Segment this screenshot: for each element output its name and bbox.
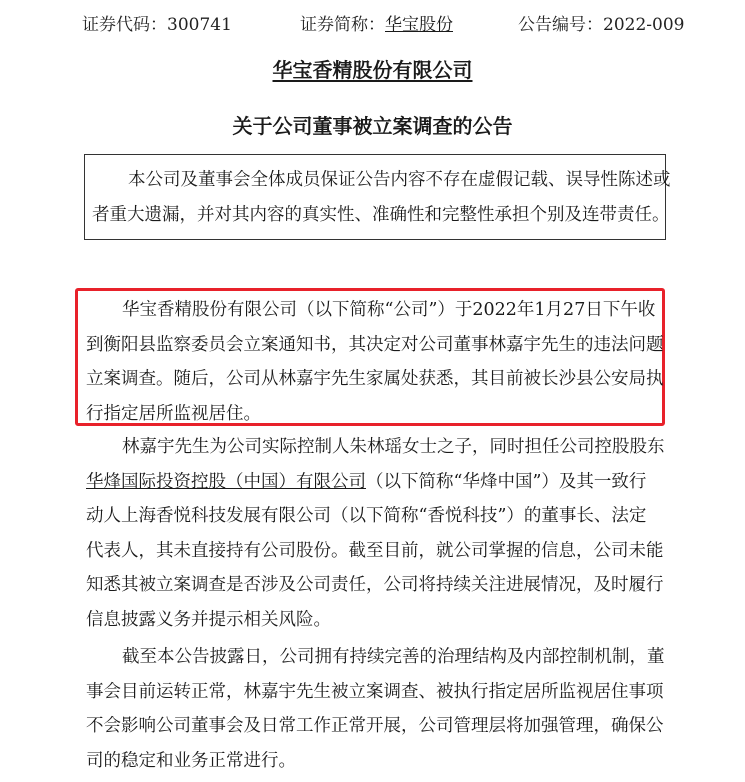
stock-name <box>300 10 453 35</box>
disclaimer-line: 本公司及董事会全体成员保证公告内容不存在虚假记载、误导性陈述或 <box>128 170 671 190</box>
paragraph-line: 到衡阳县监察委员会立案通知书，其决定对公司董事林嘉宇先生的违法问题 <box>86 334 664 355</box>
notice-number: 公告编号：2022-009 <box>518 15 685 35</box>
paragraph-line: 立案调查。随后，公司从林嘉宇先生家属处获悉，其目前被长沙县公安局执 <box>86 369 664 389</box>
paragraph-line: 知悉其被立案调查是否涉及公司责任，公司将持续关注进展情况，及时履行 <box>86 575 664 595</box>
paragraph-1 <box>86 293 662 431</box>
paragraph-line: 截至本公告披露日，公司拥有持续完善的治理结构及内部控制机制，董 <box>122 647 665 667</box>
paragraph-line: 信息披露义务并提示相关风险。 <box>86 609 331 630</box>
paragraph-line: 动人上海香悦科技发展有限公司（以下简称“香悦科技”）的董事长、法定 <box>86 506 647 526</box>
stock-code: 证券代码：300741 <box>82 15 232 35</box>
paragraph-line: 代表人，其未直接持有公司股份。截至目前，就公司掌握的信息，公司未能 <box>86 540 664 561</box>
company-name <box>0 54 745 83</box>
announcement-title: 关于公司董事被立案调查的公告 <box>232 114 513 138</box>
paragraph-line: 事会目前运转正常，林嘉宇先生被立案调查、被执行指定居所监视居住事项 <box>86 681 664 702</box>
paragraph-line: 林嘉宇先生为公司实际控制人朱林瑶女士之子，同时担任公司控股股东 <box>122 437 665 457</box>
disclaimer-line: 者重大遗漏，并对其内容的真实性、准确性和完整性承担个别及连带责任。 <box>92 204 670 225</box>
paragraph-line: 不会影响公司董事会及日常工作正常开展，公司管理层将加强管理，确保公 <box>86 716 664 736</box>
paragraph-line-rest: （以下简称“华烽中国”）及其一致行 <box>366 471 647 492</box>
stock-name-link[interactable]: 华宝股份 <box>385 15 453 35</box>
paragraph-line <box>86 465 662 500</box>
stock-name-label: 证券简称： <box>300 15 385 35</box>
company-name-text[interactable]: 华宝香精股份有限公司 <box>272 58 473 82</box>
paragraph-3 <box>86 640 665 778</box>
disclaimer-text <box>92 163 671 232</box>
paragraph-line: 行指定居所监视居住。 <box>86 403 261 424</box>
hua-feng-link[interactable]: 华烽国际投资控股（中国）有限公司 <box>86 471 366 492</box>
paragraph-line: 司的稳定和业务正常进行。 <box>86 750 296 771</box>
paragraph-2 <box>86 430 665 637</box>
paragraph-line: 华宝香精股份有限公司（以下简称“公司”）于2022年1月27日下午收 <box>122 300 656 320</box>
